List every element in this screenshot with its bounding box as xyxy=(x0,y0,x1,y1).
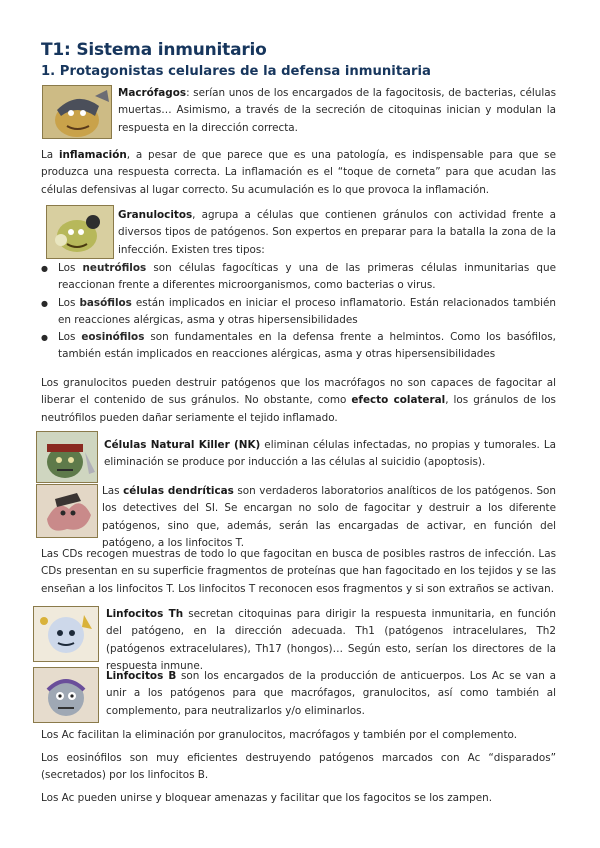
bullet-term: basófilos xyxy=(79,296,132,309)
inflamacion-paragraph xyxy=(41,147,556,199)
granulocitos-paragraph xyxy=(118,207,556,259)
granulo-text: , los gránulos de los neutrófilos pueden dañar seriamente el tejido inflamado. xyxy=(41,394,556,424)
bullet-pre: Los xyxy=(58,331,82,344)
b-lymphocyte-illustration xyxy=(33,667,99,723)
ac-paragraph-3: Los Ac pueden unirse y bloquear amenazas y facilitar que los fagocitos se los zampen. xyxy=(41,792,493,804)
bullet-pre: Los xyxy=(58,296,80,309)
bullet-text: están implicados en iniciar el proceso inflamatorio. Están relacionados también en reacciones alérgicas, asma y otras hipersensibilidades xyxy=(58,296,556,326)
nk-paragraph xyxy=(104,437,556,472)
macrofagos-term: Macrófagos xyxy=(118,87,187,99)
dendriticas-paragraph xyxy=(102,483,556,552)
granulo-pre: Los granulocitos pueden destruir patógenos que los macrófagos no son capaces de fagocitar al liberar el contenido de sus gránulos. No obstante, como xyxy=(41,377,556,407)
nk-term: Células Natural Killer (NK) xyxy=(104,439,261,451)
granulocitos-text: , agrupa a células que contienen gránulos con actividad frente a diversos tipos de patógenos. Son expertos en preparar para la batalla la zona de la infección. Existen tres tipos: xyxy=(118,209,556,256)
inflamacion-pre: La xyxy=(41,149,59,161)
page-title: T1: Sistema inmunitario xyxy=(41,40,267,60)
nk-text: eliminan células infectadas, no propias y tumorales. La eliminación se produce por inducción a las células al suicidio (apoptosis). xyxy=(104,439,556,469)
b-term: Linfocitos B xyxy=(106,670,177,682)
b-paragraph xyxy=(106,668,556,720)
dendriticas-term: células dendríticas xyxy=(123,485,234,497)
section-heading: 1. Protagonistas celulares de la defensa inmunitaria xyxy=(41,64,431,79)
list-item xyxy=(41,329,556,364)
efecto-colateral-term: efecto colateral xyxy=(351,394,446,407)
macrofagos-text: : serían unos de los encargados de la fagocitosis, de bacterias, células muertas… Asimismo, a través de la secreción de citoquinas inician y modulan la respuesta en la dirección correcta. xyxy=(118,87,556,134)
cds-paragraph: Las CDs recogen muestras de todo lo que fagocitan en busca de posibles rastros de infección. Las CDs presentan en su superficie fragmentos de proteínas que han fagocitado en los tejidos y se las enseñan a los linfocitos T. Los linfocitos T reconocen esos fragmentos y si son extraños se activan. xyxy=(41,548,556,595)
macrophage-illustration xyxy=(42,85,112,139)
inflamacion-text: , a pesar de que parece que es una patología, es indispensable para que se produzca una respuesta correcta. La inflamación es el “toque de corneta” para que acudan las células defensivas al lugar correcto. Su acumulación es lo que provoca la inflamación. xyxy=(41,149,556,196)
list-item xyxy=(41,260,556,295)
dendritic-cell-illustration xyxy=(36,484,98,538)
th-text: secretan citoquinas para dirigir la respuesta inmunitaria, en función del patógeno, en la dirección adecuada. Th1 (patógenos intracelulares, Th2 (patógenos extracelulares), Th17 (hongos)… Según esto, serían los directores de la respuesta inmune. xyxy=(106,608,556,672)
th-paragraph xyxy=(106,606,556,675)
bullet-term: neutrófilos xyxy=(82,262,147,274)
dendriticas-pre: Las xyxy=(102,485,124,497)
bullet-pre: Los xyxy=(58,262,83,274)
granulocitos-term: Granulocitos xyxy=(118,209,193,221)
ac-paragraph-2: Los eosinófilos son muy eficientes destruyendo patógenos marcados con Ac “disparados” (secretados) por los linfocitos B. xyxy=(41,752,556,782)
inflamacion-term: inflamación xyxy=(58,149,127,161)
granulocitos-destroy-paragraph xyxy=(41,375,556,427)
dendriticas-text: son verdaderos laboratorios analíticos de los patógenos. Son los detectives del SI. Se encargan no solo de fagocitar y destruir a los diferente patógenos, sino que, además, serán las encargadas de activar, en función del patógeno, a los linfocitos T. xyxy=(102,485,556,549)
macrofagos-paragraph xyxy=(118,85,556,137)
bullet-text: son células fagocíticas y una de las primeras células inmunitarias que reaccionan frente a diferentes microorganismos, como bacterias o virus. xyxy=(58,262,556,292)
th-lymphocyte-illustration xyxy=(33,606,99,662)
granulocyte-illustration xyxy=(46,205,114,259)
nk-cell-illustration xyxy=(36,431,98,483)
b-text: son los encargados de la producción de anticuerpos. Los Ac se van a unir a los patógenos para que macrófagos, granulocitos, así como también al complemento, para neutralizarlos y/o eliminarlos. xyxy=(106,670,556,717)
bullet-term: eosinófilos xyxy=(81,331,145,344)
list-item xyxy=(41,295,556,330)
ac-paragraph-1: Los Ac facilitan la eliminación por granulocitos, macrófagos y también por el complemento. xyxy=(41,729,518,741)
granulocyte-types-list xyxy=(41,260,556,364)
bullet-text: son fundamentales en la defensa frente a helmintos. Como los basófilos, también están implicados en reacciones alérgicas, asma y otras hipersensibilidades xyxy=(58,331,556,361)
th-term: Linfocitos Th xyxy=(106,608,184,620)
